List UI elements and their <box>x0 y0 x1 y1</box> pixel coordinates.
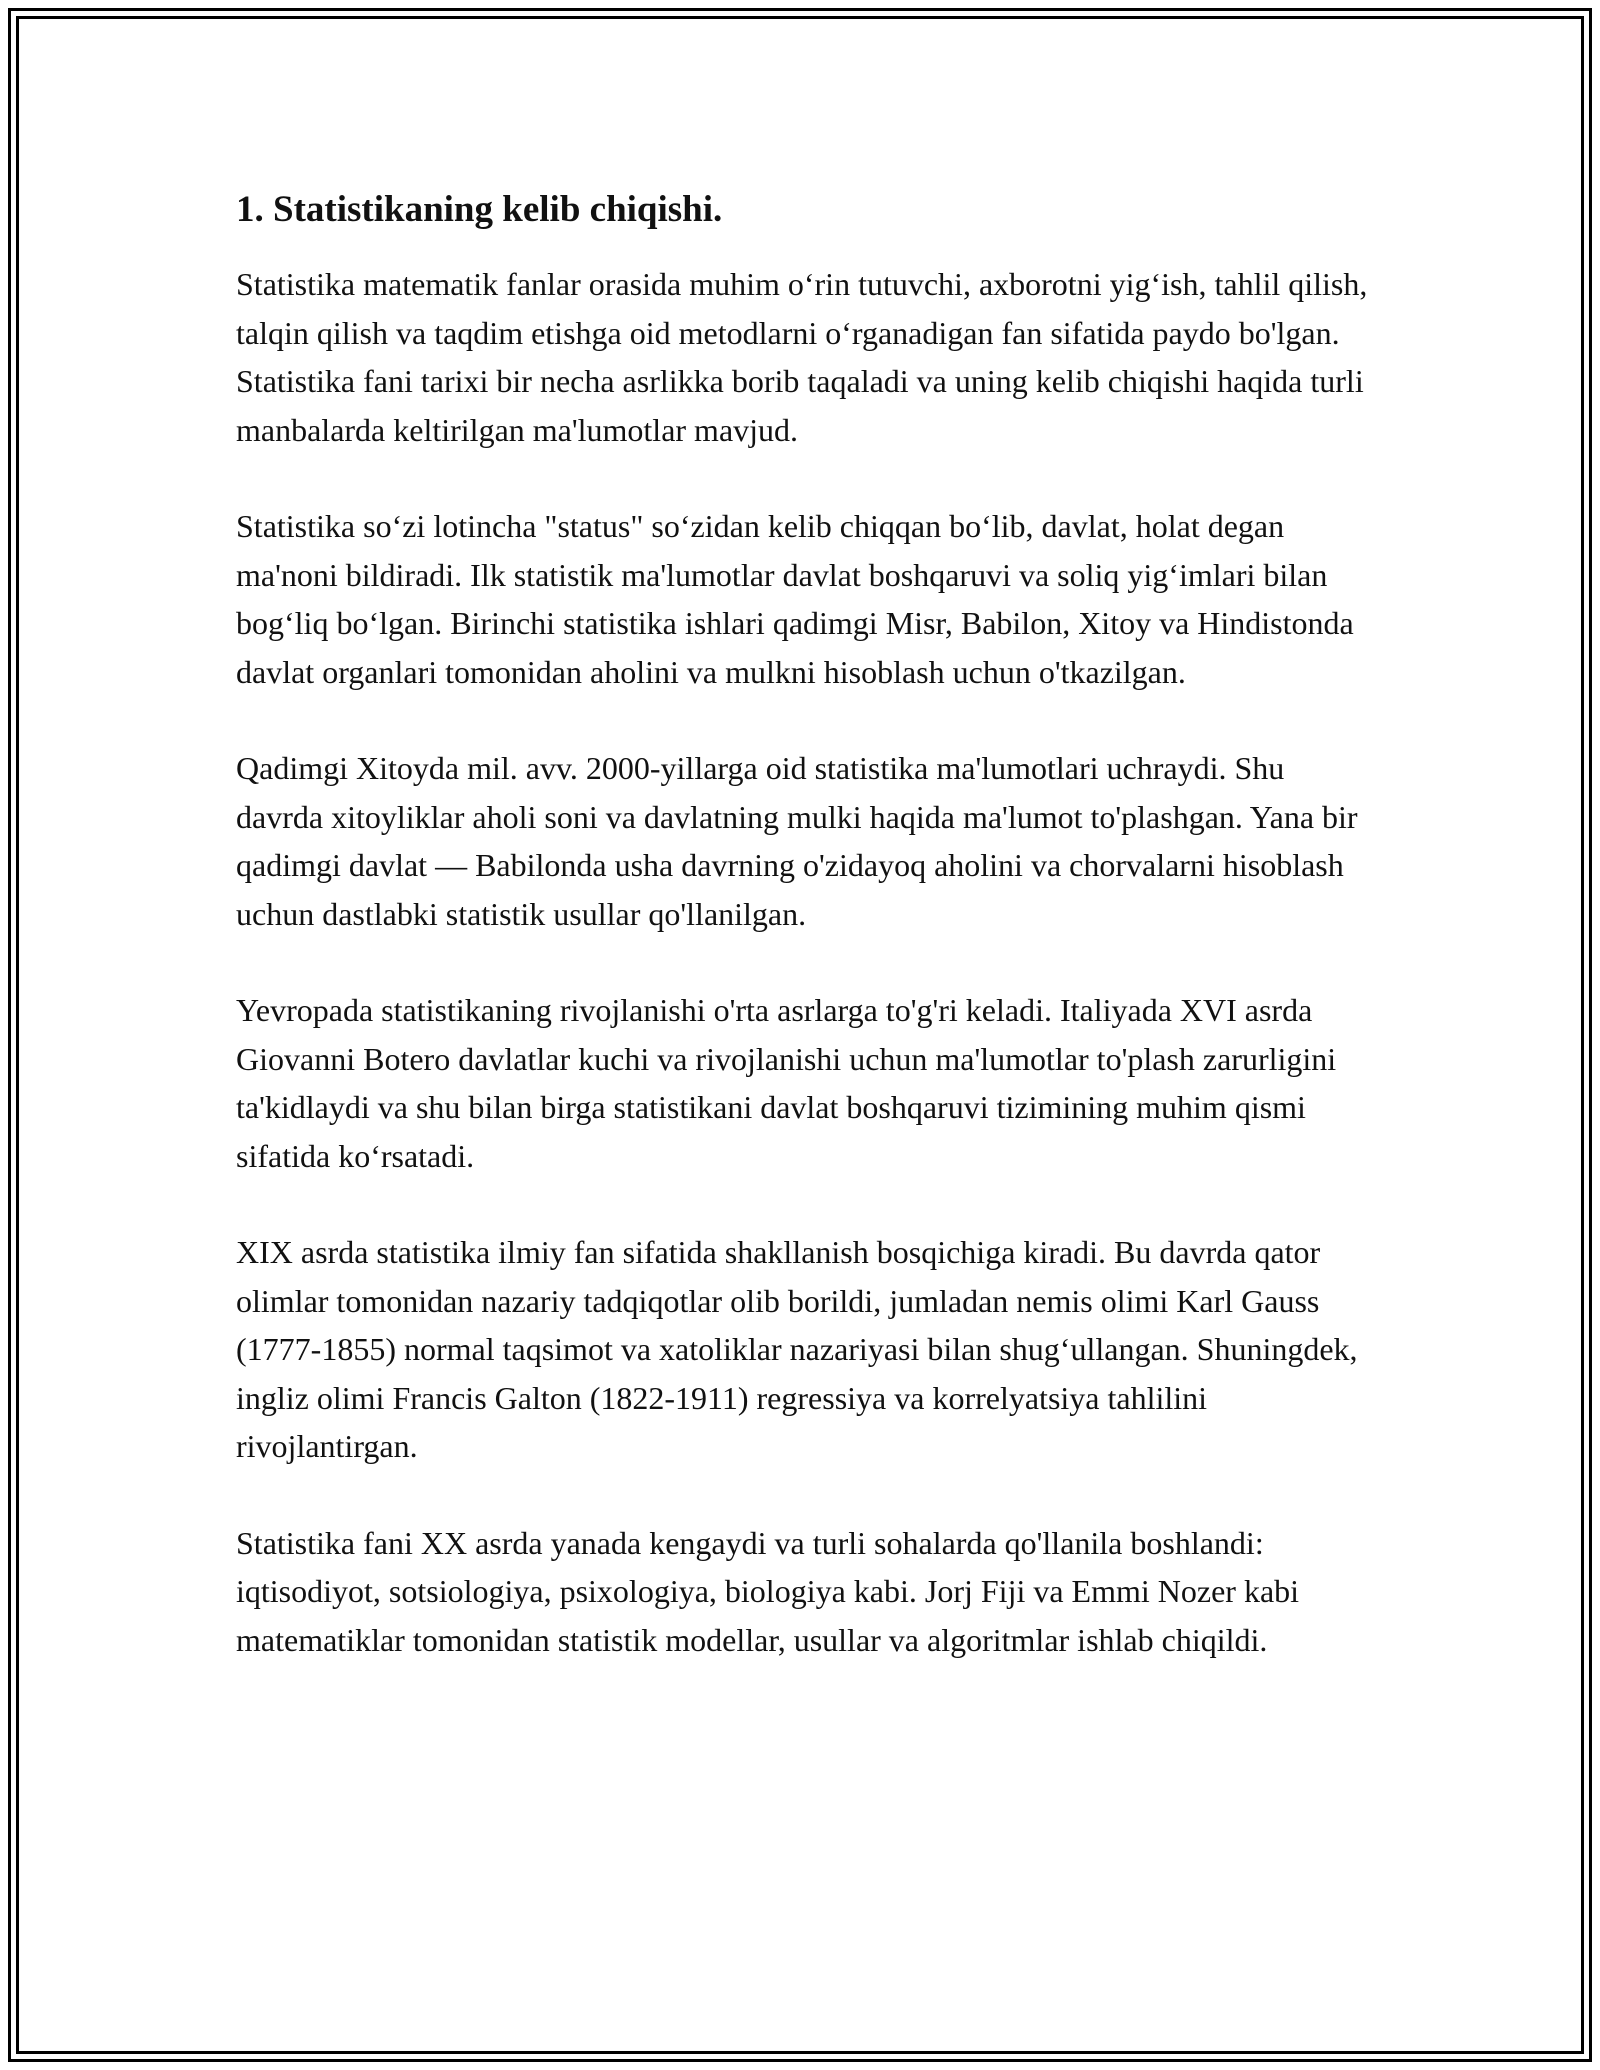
paragraph-europe: Yevropada statistikaning rivojlanishi o'rta asrlarga to'g'ri keladi. Italiyada XVI asrda Giovanni Botero davlatlar kuchi va rivojlanishi uchun ma'lumotlar to'plash zarurligini ta'kidlaydi va shu bilan birga statistikani davlat boshqaruvi tizimining muhim qismi sifatida ko‘rsatadi. <box>236 992 1337 1174</box>
section-heading: 1. Statistikaning kelib chiqishi. <box>236 189 723 230</box>
paragraph-origin: Statistika matematik fanlar orasida muhim o‘rin tutuvchi, axborotni yig‘ish, tahlil qilish, talqin qilish va taqdim etishga oid metodlarni o‘rganadigan fan sifatida paydo bo'lgan. Statistika fani tarixi bir necha asrlikka borib taqaladi va uning kelib chiqishi haqida turli manbalarda keltirilgan ma'lumotlar mavjud. <box>236 266 1368 448</box>
paragraph-etymology: Statistika so‘zi lotincha "status" so‘zidan kelib chiqqan bo‘lib, davlat, holat degan ma'noni bildiradi. Ilk statistik ma'lumotlar davlat boshqaruvi va soliq yig‘imlari bilan bog‘liq bo‘lgan. Birinchi statistika ishlari qadimgi Misr, Babilon, Xitoy va Hindistonda davlat organlari tomonidan aholini va mulkni hisoblash uchun o'tkazilgan. <box>236 508 1354 690</box>
paragraph-twentieth-century: Statistika fani XX asrda yanada kengaydi va turli sohalarda qo'llanila boshlandi: iqtisodiyot, sotsiologiya, psixologiya, biologiya kabi. Jorj Fiji va Emmi Nozer kabi matematiklar tomonidan statistik modellar, usullar va algoritmlar ishlab chiqildi. <box>236 1524 1300 1658</box>
paragraph-nineteenth-century: XIX asrda statistika ilmiy fan sifatida shakllanish bosqichiga kiradi. Bu davrda qator olimlar tomonidan nazariy tadqiqotlar olib borildi, jumladan nemis olimi Karl Gauss (1777-1855) normal taqsimot va xatoliklar nazariyasi bilan shug‘ullangan. Shuningdek, ingliz olimi Francis Galton (1822-1911) regressiya va korrelyatsiya tahlilini rivojlantirgan. <box>236 1234 1358 1464</box>
paragraph-ancient-china: Qadimgi Xitoyda mil. avv. 2000-yillarga oid statistika ma'lumotlari uchraydi. Shu davrda xitoyliklar aholi soni va davlatning mulki haqida ma'lumot to'plashgan. Yana bir qadimgi davlat — Babilonda usha davrning o'zidayoq aholini va chorvalarni hisoblash uchun dastlabki statistik usullar qo'llanilgan. <box>236 750 1358 932</box>
document-body <box>236 186 1376 1712</box>
